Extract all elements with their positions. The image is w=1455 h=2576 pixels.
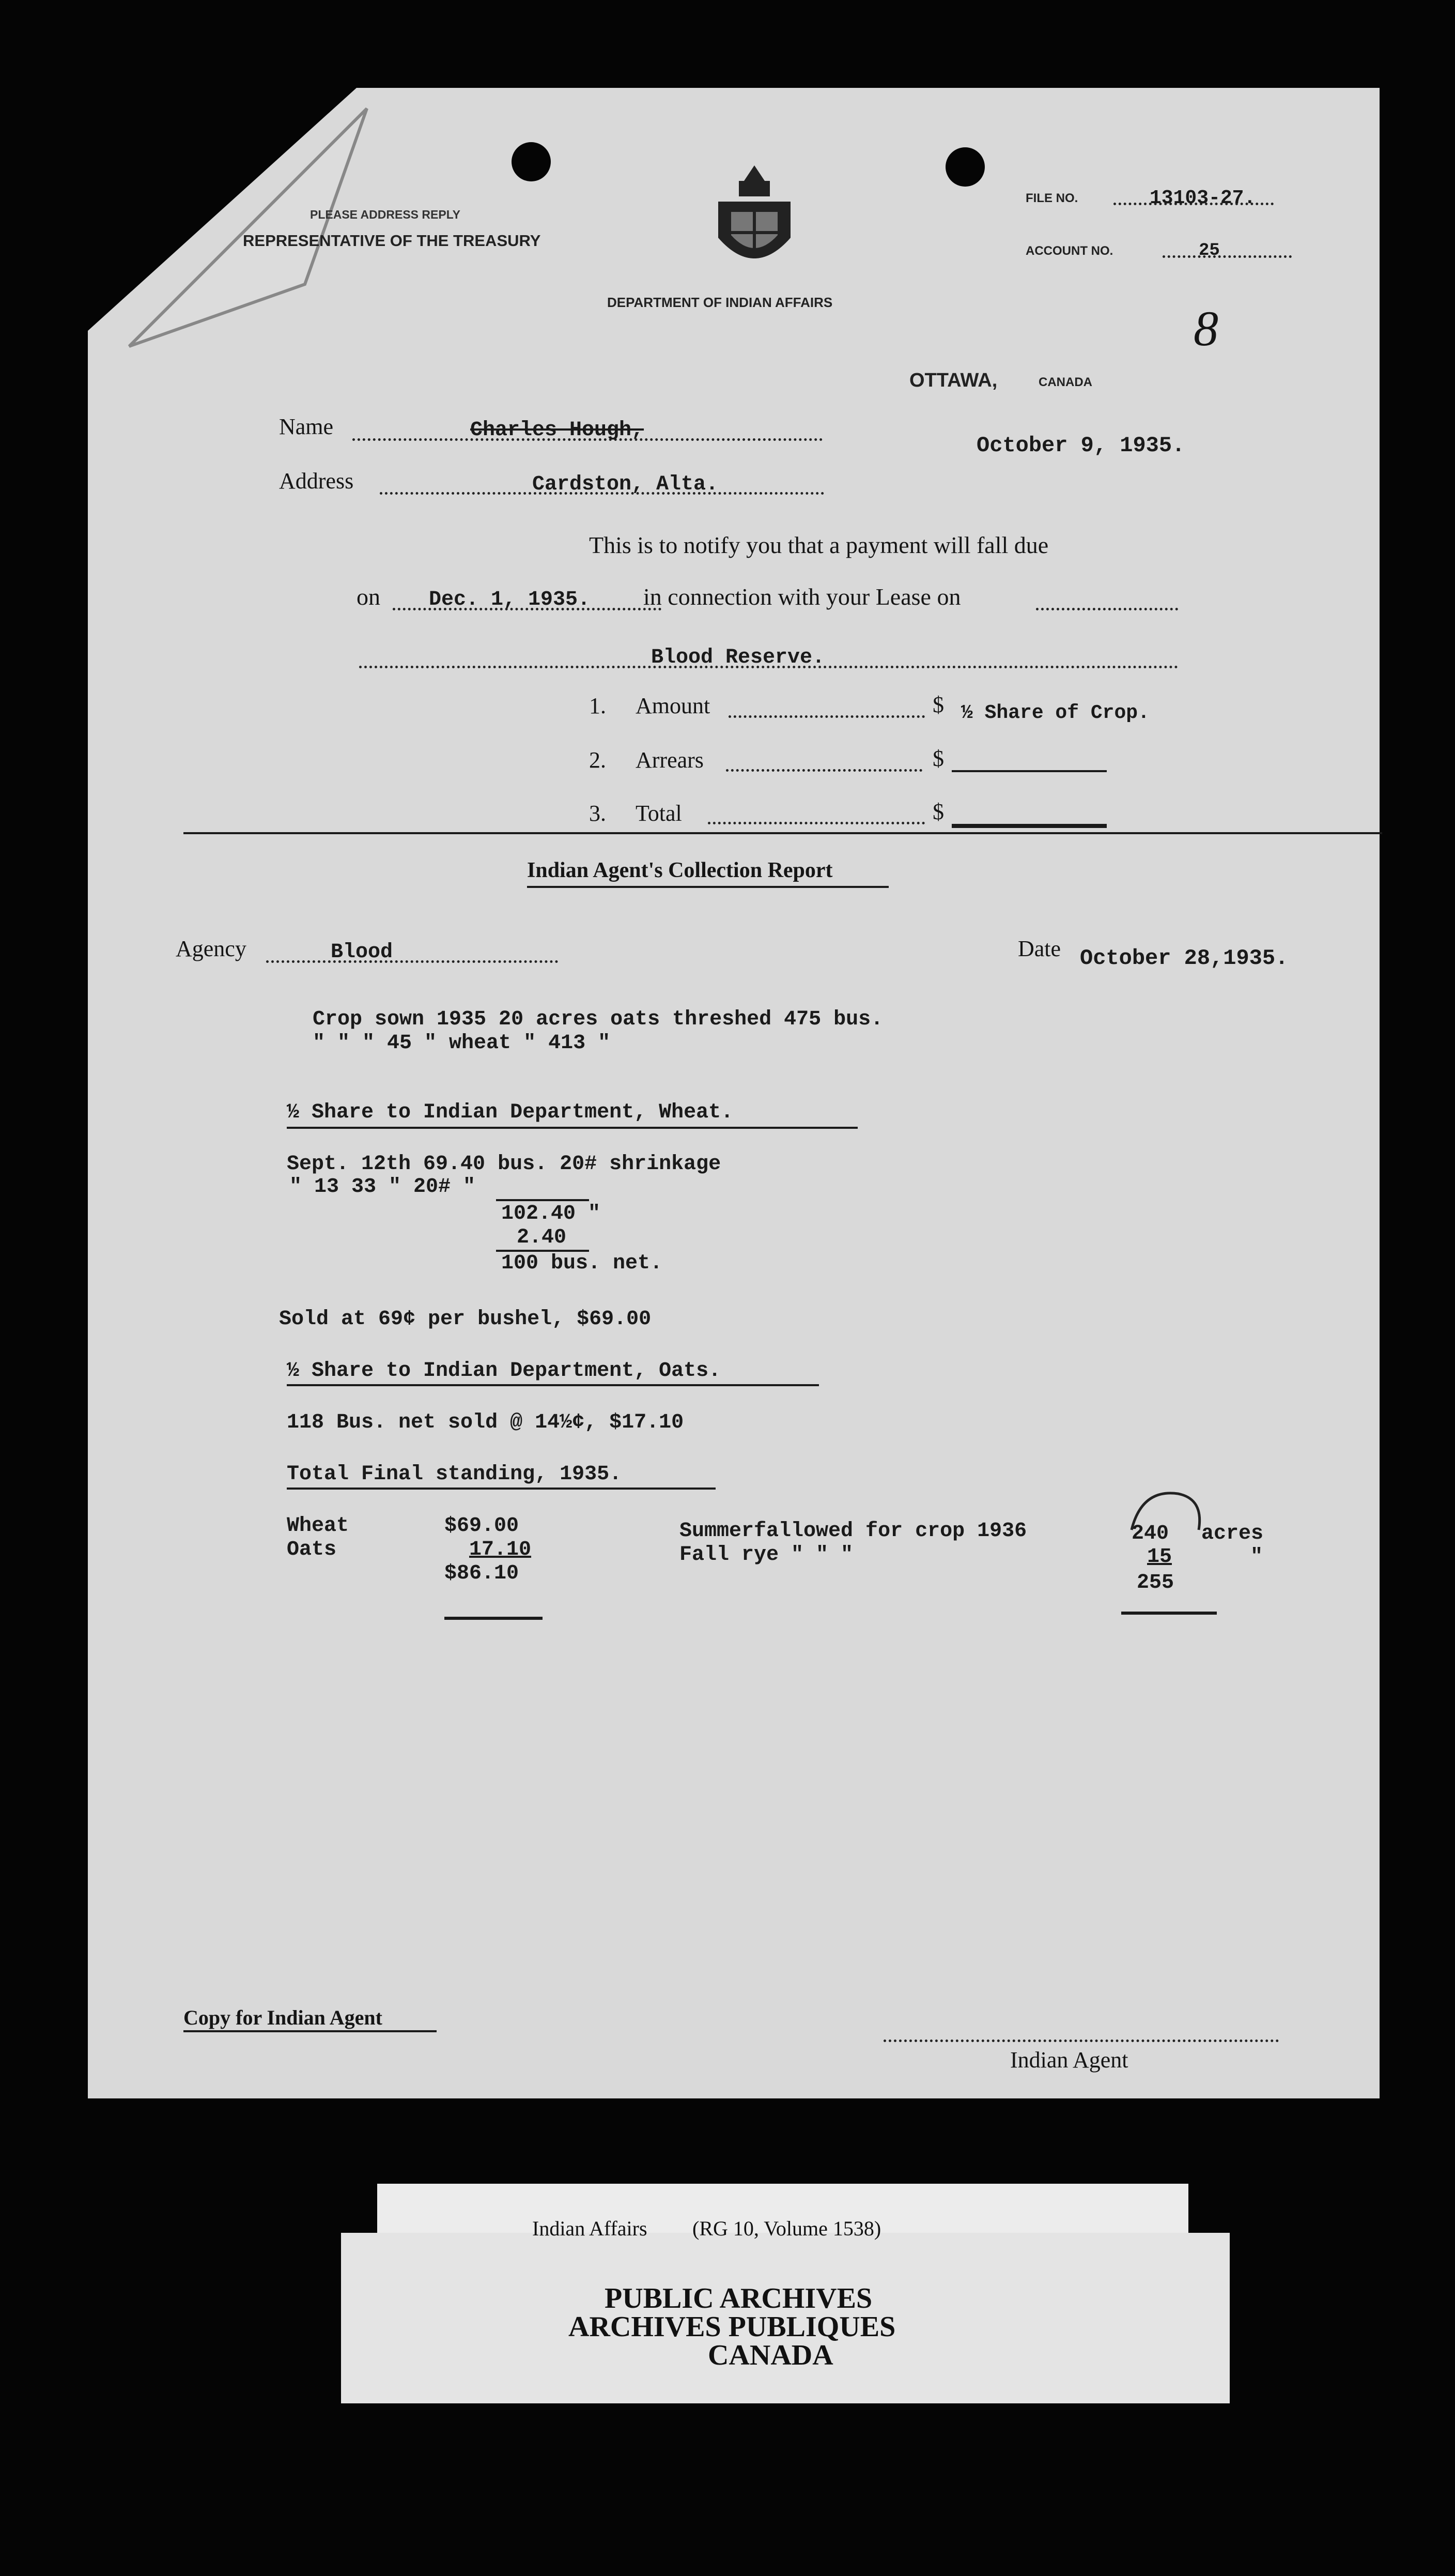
arrears-dollar: $ [933,746,944,771]
city: OTTAWA, [909,370,998,391]
folded-corner [88,88,377,357]
in-connection-text: in connection with your Lease on [643,584,961,610]
report-date-value: October 28,1935. [1080,946,1289,971]
total-dollar: $ [933,799,944,824]
account-no-label: ACCOUNT NO. [1026,244,1113,258]
account-no-value: 25 [1199,241,1220,260]
oats-line: 118 Bus. net sold @ 14½¢, $17.10 [287,1411,684,1434]
handwritten-check-mark [1121,1483,1225,1545]
report-title: Indian Agent's Collection Report [527,858,833,882]
fall-rye-ditto: " [1250,1545,1263,1569]
final-heading-underline [287,1488,716,1490]
on-label: on [357,584,380,610]
wheat-row4: 2.40 [517,1226,567,1249]
fall-rye-acres: 15 [1147,1545,1172,1569]
wheat-row3: 102.40 " [501,1202,601,1225]
acres-total-rule [1121,1612,1217,1615]
summerfallowed-acres: 240 [1132,1522,1169,1545]
wheat-heading-underline [287,1127,858,1129]
crop-line2: " " " 45 " wheat " 413 " [313,1032,611,1055]
final-total-amount: $86.10 [444,1562,519,1585]
copy-label-underline [183,2030,437,2032]
due-date: Dec. 1, 1935. [429,588,591,611]
total-num: 3. [589,801,606,826]
acres-word: acres [1201,1522,1264,1545]
wheat-subtotal-rule [496,1199,589,1201]
arrears-label: Arrears [636,747,704,773]
copy-label: Copy for Indian Agent [183,2006,382,2029]
amount-label: Amount [636,693,710,718]
amount-dollar: $ [933,692,944,717]
acres-total: 255 [1137,1571,1174,1594]
sold-line: Sold at 69¢ per bushel, $69.00 [279,1308,652,1331]
summerfallowed-line: Summerfallowed for crop 1936 [679,1520,1027,1543]
name-label: Name [279,414,334,439]
total-label: Total [636,801,682,826]
department-title: DEPARTMENT OF INDIAN AFFAIRS [607,295,833,310]
wheat-row1: Sept. 12th 69.40 bus. 20# shrinkage [287,1153,721,1176]
punch-hole [946,147,985,187]
agent-signature-line [884,2040,1279,2042]
reply-line2: REPRESENTATIVE OF THE TREASURY [243,232,541,250]
total-dotted-line [708,822,925,824]
report-title-underline [527,886,889,888]
name-value: Charles Hough, [470,419,644,442]
agent-label: Indian Agent [1010,2047,1128,2073]
final-oats-amount: 17.10 [469,1538,532,1561]
amount-value: ½ Share of Crop. [961,702,1150,724]
wheat-row5: 100 bus. net. [501,1252,663,1275]
address-value: Cardston, Alta. [532,473,719,496]
coat-of-arms-crest [708,160,801,279]
arrears-dotted-line [726,769,922,772]
agency-line [266,960,558,963]
fall-rye-line: Fall rye " " " [679,1543,854,1567]
total-blank [952,824,1107,828]
final-wheat-label: Wheat [287,1514,349,1538]
final-heading: Total Final standing, 1935. [287,1463,622,1486]
arrears-blank [952,770,1107,772]
notice-date: October 9, 1935. [977,433,1185,458]
document-paper [88,88,1380,2098]
crop-line1: Crop sown 1935 20 acres oats threshed 475 bus. [313,1008,884,1031]
oats-heading-underline [287,1384,819,1386]
final-oats-label: Oats [287,1538,337,1561]
final-wheat-amount: $69.00 [444,1514,519,1538]
oats-heading: ½ Share to Indian Department, Oats. [287,1359,721,1383]
archive-archives-publiques: ARCHIVES PUBLIQUES [568,2311,896,2343]
reserve-value: Blood Reserve. [651,646,825,669]
account-no-line [1163,255,1292,258]
archive-canada: CANADA [708,2339,833,2371]
section-divider [183,832,1382,834]
wheat-heading: ½ Share to Indian Department, Wheat. [287,1101,734,1124]
reply-line1: PLEASE ADDRESS REPLY [310,208,460,221]
agency-label: Agency [176,936,246,961]
address-label: Address [279,468,354,494]
wheat-row2: " 13 33 " 20# " [289,1175,476,1199]
arrears-num: 2. [589,747,606,773]
final-total-rule [444,1617,543,1620]
archive-series: Indian Affairs [532,2217,647,2240]
country: CANADA [1039,375,1092,389]
amount-dotted-line [729,715,925,718]
report-date-label: Date [1018,936,1061,961]
file-no-value: 13103-27. [1150,187,1256,209]
notice-line1: This is to notify you that a payment will fall due [589,532,1049,558]
archive-volume: (RG 10, Volume 1538) [692,2217,881,2240]
file-no-label: FILE NO. [1026,191,1078,205]
lease-line [1036,608,1178,610]
archive-public-archives: PUBLIC ARCHIVES [605,2282,873,2314]
agency-value: Blood [331,941,393,964]
punch-hole [512,142,551,181]
amount-num: 1. [589,693,606,718]
handwritten-number: 8 [1194,301,1218,356]
